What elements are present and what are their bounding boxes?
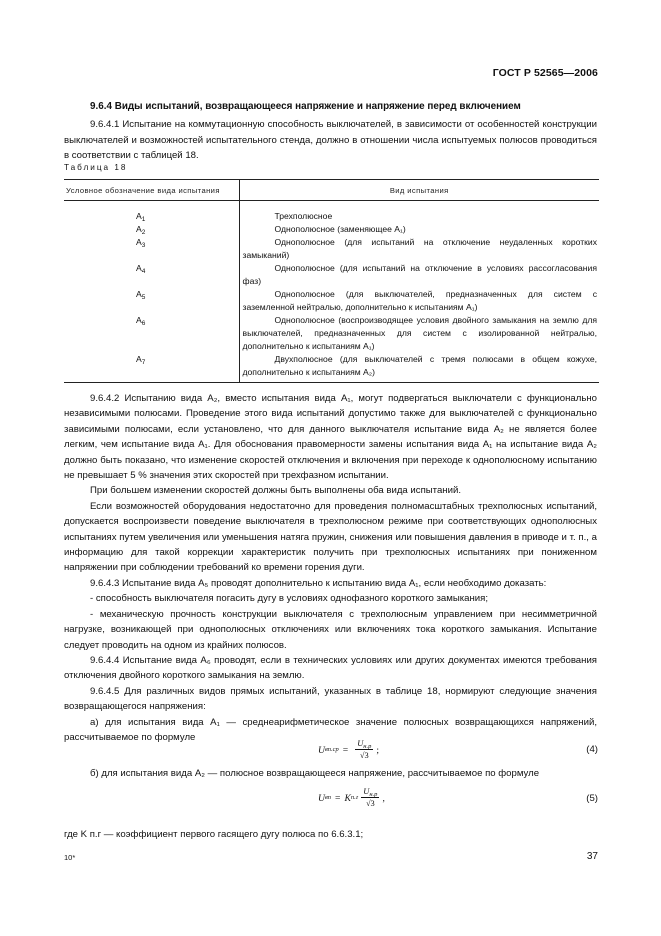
paragraph-equipment: Если возможностей оборудования недостаточно для проведения полномасштабных трехполюсных испытаний, допускается воспроизвести поведение выключателя в трехполюсном режиме при соответствующих однополюсных испытаниях путем увеличения или уменьшения натяга пружин, снижения или повышения давления в приводе и т. п., а информацию для такой коррекции характеристик получить при трехполюсных испытаниях при пониженном напряжении при соблюдении требований ко времени горения дуги. xyxy=(64,500,597,574)
test-description: Однополюсное (для испытаний на отключение в условиях рассогласования фаз) xyxy=(242,263,597,286)
paragraph-b: б) для испытания вида A₂ — полюсное возвращающееся напряжение, рассчитываемое по формуле xyxy=(90,768,540,779)
standard-header: ГОСТ Р 52565—2006 xyxy=(492,67,598,79)
table-row xyxy=(64,223,599,236)
formula5-fraction: $\frac{U_{н.р}}{√3}$ xyxy=(363,787,378,808)
table-row xyxy=(64,201,599,224)
test-description: Однополюсное (для испытаний на отключение неудаленных коротких замыканий) xyxy=(242,237,597,260)
paragraph-9642: 9.6.4.2 Испытанию вида A₂, вместо испытания вида A₁, могут подвергаться выключатели с функционально независимыми полюсами. Проведение этого вида испытаний допустимо также для выключателей с функционально зависимыми полюсами, если установлено, что для данного выключателя испытание вида A₂ не является более легким, чем испытание вида A₁. Для обоснования правомерности замены испытания вида A₁ на испытание вида A₂ должно быть показано, что изменение скоростей отключения и включения при переходе к однополюсному испытанию не превышает 5 % значения этих скоростей при трехфазном испытании. xyxy=(64,393,597,482)
section-heading: 9.6.4 Виды испытаний, возвращающееся напряжение и напряжение перед включением xyxy=(90,101,521,112)
table-row xyxy=(64,236,599,262)
list-item-arc: - способность выключателя погасить дугу в условиях однофазного короткого замыкания; xyxy=(90,593,489,605)
test-code: $A_4$ xyxy=(64,262,239,288)
test-code: $A_1$ xyxy=(64,201,239,224)
list-item-mechanical: - механическую прочность конструкции выключателя с трехполюсным управлением при несимметричной нагрузке, возникающей при однополюсных отключениях или включениях тока короткого замыкания. Испытание следует проводить на одном из крайних полюсов. xyxy=(64,608,597,651)
paragraph-a: а) для испытания вида A₁ — среднеарифметическое значение полюсных возвращающихся напряжений, рассчитываемое по формуле xyxy=(64,716,597,743)
formula4-fraction: $\frac{U_{н.р}}{√3}$ xyxy=(357,739,372,760)
where-definition: где K п.г — коэффициент первого гасящего дугу полюса по 6.6.3.1; xyxy=(64,829,364,840)
table-row xyxy=(64,314,599,353)
test-types-table xyxy=(64,179,599,383)
test-description: Однополюсное (для выключателей, предназначенных для систем с заземленной нейтралью, дополнительно к испытаниям A₁) xyxy=(242,289,597,312)
formula4-lhs: U xyxy=(318,744,325,756)
test-code: $A_5$ xyxy=(64,288,239,314)
intro-paragraph: 9.6.4.1 Испытание на коммутационную способность выключателей, в зависимости от особенностей конструкции выключателей и возможностей испытательного стенда, должно в отношении числа испытуемых полюсов проводиться в соответствии с таблицей 18. xyxy=(64,119,597,162)
formula-5: U вп = K п.г $\frac{U_{н.р}}{√3}$ , xyxy=(318,787,385,808)
page-number: 37 xyxy=(586,851,598,862)
test-code: $A_2$ xyxy=(64,223,239,236)
table-header-code: Условное обозначение вида испытания xyxy=(64,180,239,201)
table-row xyxy=(64,288,599,314)
paragraph-9643: 9.6.4.3 Испытание вида A₅ проводят дополнительно к испытанию вида A₁, если необходимо доказать: xyxy=(90,577,547,589)
test-description: Трехполюсное xyxy=(274,211,333,221)
test-code: $A_6$ xyxy=(64,314,239,353)
test-description: Однополюсное (воспроизводящее условия двойного замыкания на землю для выключателей, предназначенных для систем с изолированной нейтралью, дополнительно к испытаниям A₁) xyxy=(242,315,597,351)
table-row xyxy=(64,262,599,288)
test-code: $A_7$ xyxy=(64,353,239,383)
test-description: Однополюсное (заменяющее A₁) xyxy=(274,224,406,234)
table-header-type: Вид испытания xyxy=(239,180,599,201)
table-caption: Таблица 18 xyxy=(64,163,128,172)
test-code: $A_3$ xyxy=(64,236,239,262)
paragraph-9645: 9.6.4.5 Для различных видов прямых испытаний, указанных в таблице 18, нормируют следующие значения возвращающегося напряжения: xyxy=(64,685,597,713)
formula-4: U вп.ср = $\frac{U_{н.р}}{√3}$ ; xyxy=(318,739,380,760)
paragraph-b-block xyxy=(64,766,597,781)
paragraph-9644: 9.6.4.4 Испытание вида A₆ проводят, если в технических условиях или других документах имеются требования отключения двойного короткого замыкания на землю. xyxy=(64,654,597,682)
main-body xyxy=(64,391,597,745)
test-description: Двухполюсное (для выключателей с тремя полюсами в общем кожухе, дополнительно к испытаниям A₂) xyxy=(242,354,597,377)
equation-number-5: (5) xyxy=(586,793,598,804)
footer-mark: 10* xyxy=(64,853,76,862)
section-intro xyxy=(64,99,597,164)
equation-number-4: (4) xyxy=(586,744,598,755)
table-row xyxy=(64,353,599,383)
paragraph-speed: При большем изменении скоростей должны быть выполнены оба вида испытаний. xyxy=(90,485,461,497)
